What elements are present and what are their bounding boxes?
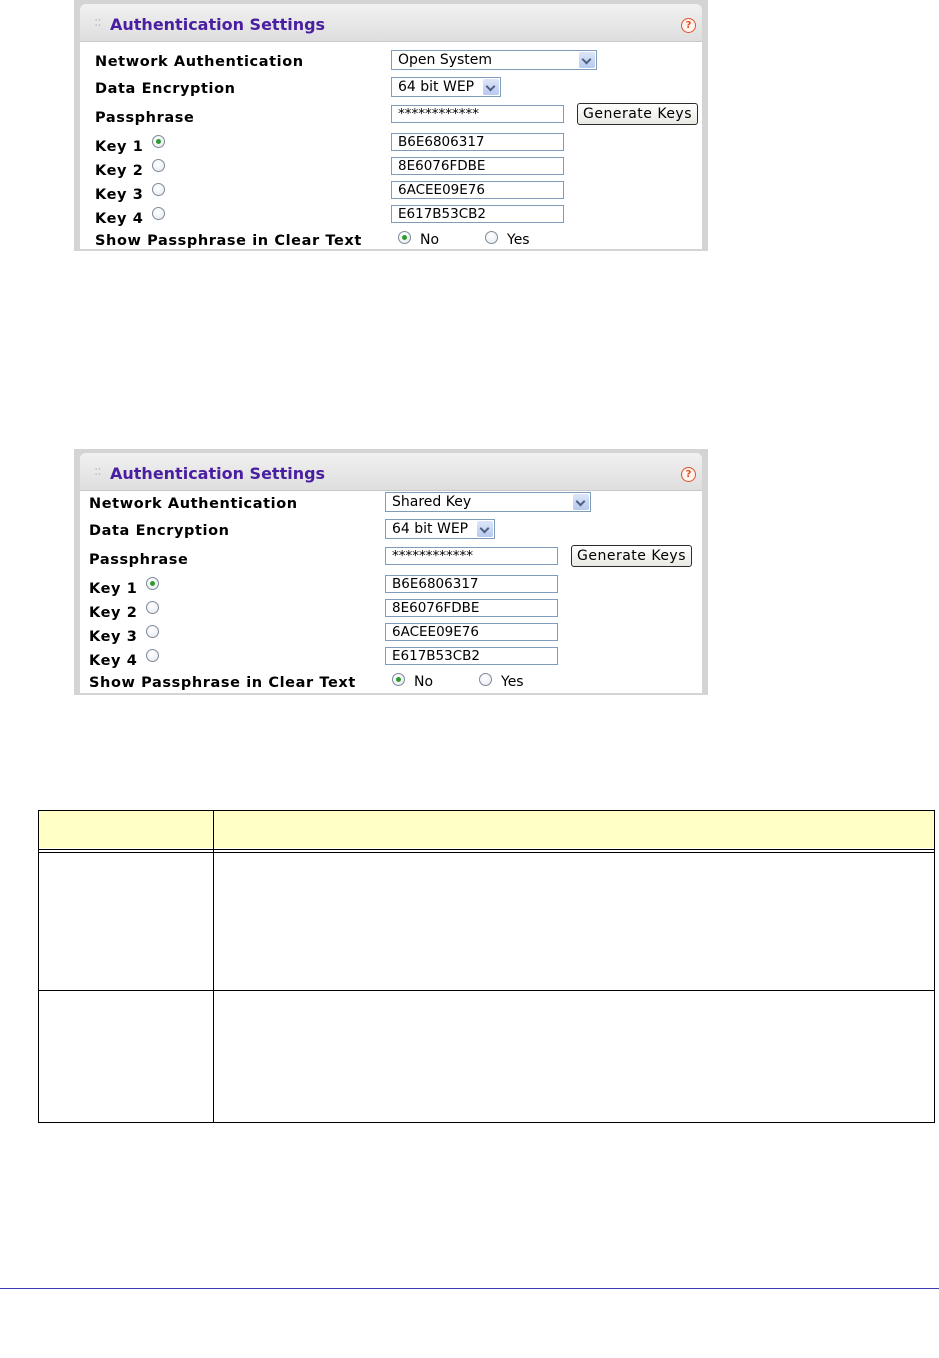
key-1-label: Key 1 [89,581,138,597]
chevron-down-icon[interactable] [477,521,493,537]
data-encryption-select[interactable] [391,77,501,97]
network-authentication-label: Network Authentication [95,54,304,70]
key-2-label: Key 2 [89,605,138,621]
key-1-radio[interactable] [146,577,159,590]
row-divider [39,990,934,991]
key-2-radio[interactable] [146,601,159,614]
passphrase-label: Passphrase [95,110,195,126]
drag-handle-icon[interactable]: :: [94,15,101,30]
data-encryption-select[interactable] [385,519,495,539]
network-authentication-select[interactable] [385,492,591,512]
table-header [39,811,934,848]
key-4-input[interactable]: E617B53CB2 [385,647,558,665]
key-4-label: Key 4 [95,211,144,227]
network-authentication-label: Network Authentication [89,496,298,512]
passphrase-input[interactable]: ************ [385,547,558,565]
show-passphrase-yes-label: Yes [507,232,530,248]
key-3-input[interactable]: 6ACEE09E76 [391,181,564,199]
key-4-radio[interactable] [146,649,159,662]
column-divider [213,811,214,1122]
data-encryption-value: 64 bit WEP [398,79,475,95]
help-icon[interactable]: ? [681,18,696,33]
panel-body [80,453,702,693]
auth-settings-panel-shared-key [74,449,708,695]
chevron-down-icon[interactable] [573,494,589,510]
show-passphrase-yes-radio[interactable] [479,673,492,686]
data-encryption-label: Data Encryption [89,523,230,539]
key-1-input[interactable]: B6E6806317 [391,133,564,151]
show-passphrase-no-label: No [414,674,434,690]
network-authentication-value: Shared Key [392,494,472,510]
show-passphrase-yes-radio[interactable] [485,231,498,244]
settings-table [38,810,935,1123]
key-3-input[interactable]: 6ACEE09E76 [385,623,558,641]
show-passphrase-yes-label: Yes [501,674,524,690]
key-4-label: Key 4 [89,653,138,669]
panel-title: Authentication Settings [110,15,326,34]
panel-titlebar [80,453,702,491]
show-passphrase-no-radio[interactable] [392,673,405,686]
key-2-radio[interactable] [152,159,165,172]
network-authentication-value: Open System [398,52,493,68]
key-4-radio[interactable] [152,207,165,220]
show-passphrase-label: Show Passphrase in Clear Text [89,675,356,691]
key-4-input[interactable]: E617B53CB2 [391,205,564,223]
data-encryption-label: Data Encryption [95,81,236,97]
network-authentication-select[interactable] [391,50,597,70]
key-3-radio[interactable] [146,625,159,638]
key-3-label: Key 3 [89,629,138,645]
panel-title: Authentication Settings [110,464,326,483]
help-icon[interactable]: ? [681,467,696,482]
key-2-input[interactable]: 8E6076FDBE [391,157,564,175]
key-3-label: Key 3 [95,187,144,203]
footer-rule [0,1288,939,1289]
passphrase-input[interactable]: ************ [391,105,564,123]
panel-titlebar [80,4,702,42]
auth-settings-panel-open-system [74,0,708,251]
key-3-radio[interactable] [152,183,165,196]
show-passphrase-no-radio[interactable] [398,231,411,244]
key-1-label: Key 1 [95,139,144,155]
header-divider [39,849,934,853]
key-2-input[interactable]: 8E6076FDBE [385,599,558,617]
drag-handle-icon[interactable]: :: [94,464,101,479]
generate-keys-button[interactable]: Generate Keys [571,545,692,567]
chevron-down-icon[interactable] [483,79,499,95]
panel-body [80,4,702,249]
passphrase-label: Passphrase [89,552,189,568]
data-encryption-value: 64 bit WEP [392,521,469,537]
show-passphrase-no-label: No [420,232,440,248]
key-1-radio[interactable] [152,135,165,148]
chevron-down-icon[interactable] [579,52,595,68]
key-2-label: Key 2 [95,163,144,179]
generate-keys-button[interactable]: Generate Keys [577,103,698,125]
key-1-input[interactable]: B6E6806317 [385,575,558,593]
show-passphrase-label: Show Passphrase in Clear Text [95,233,362,249]
